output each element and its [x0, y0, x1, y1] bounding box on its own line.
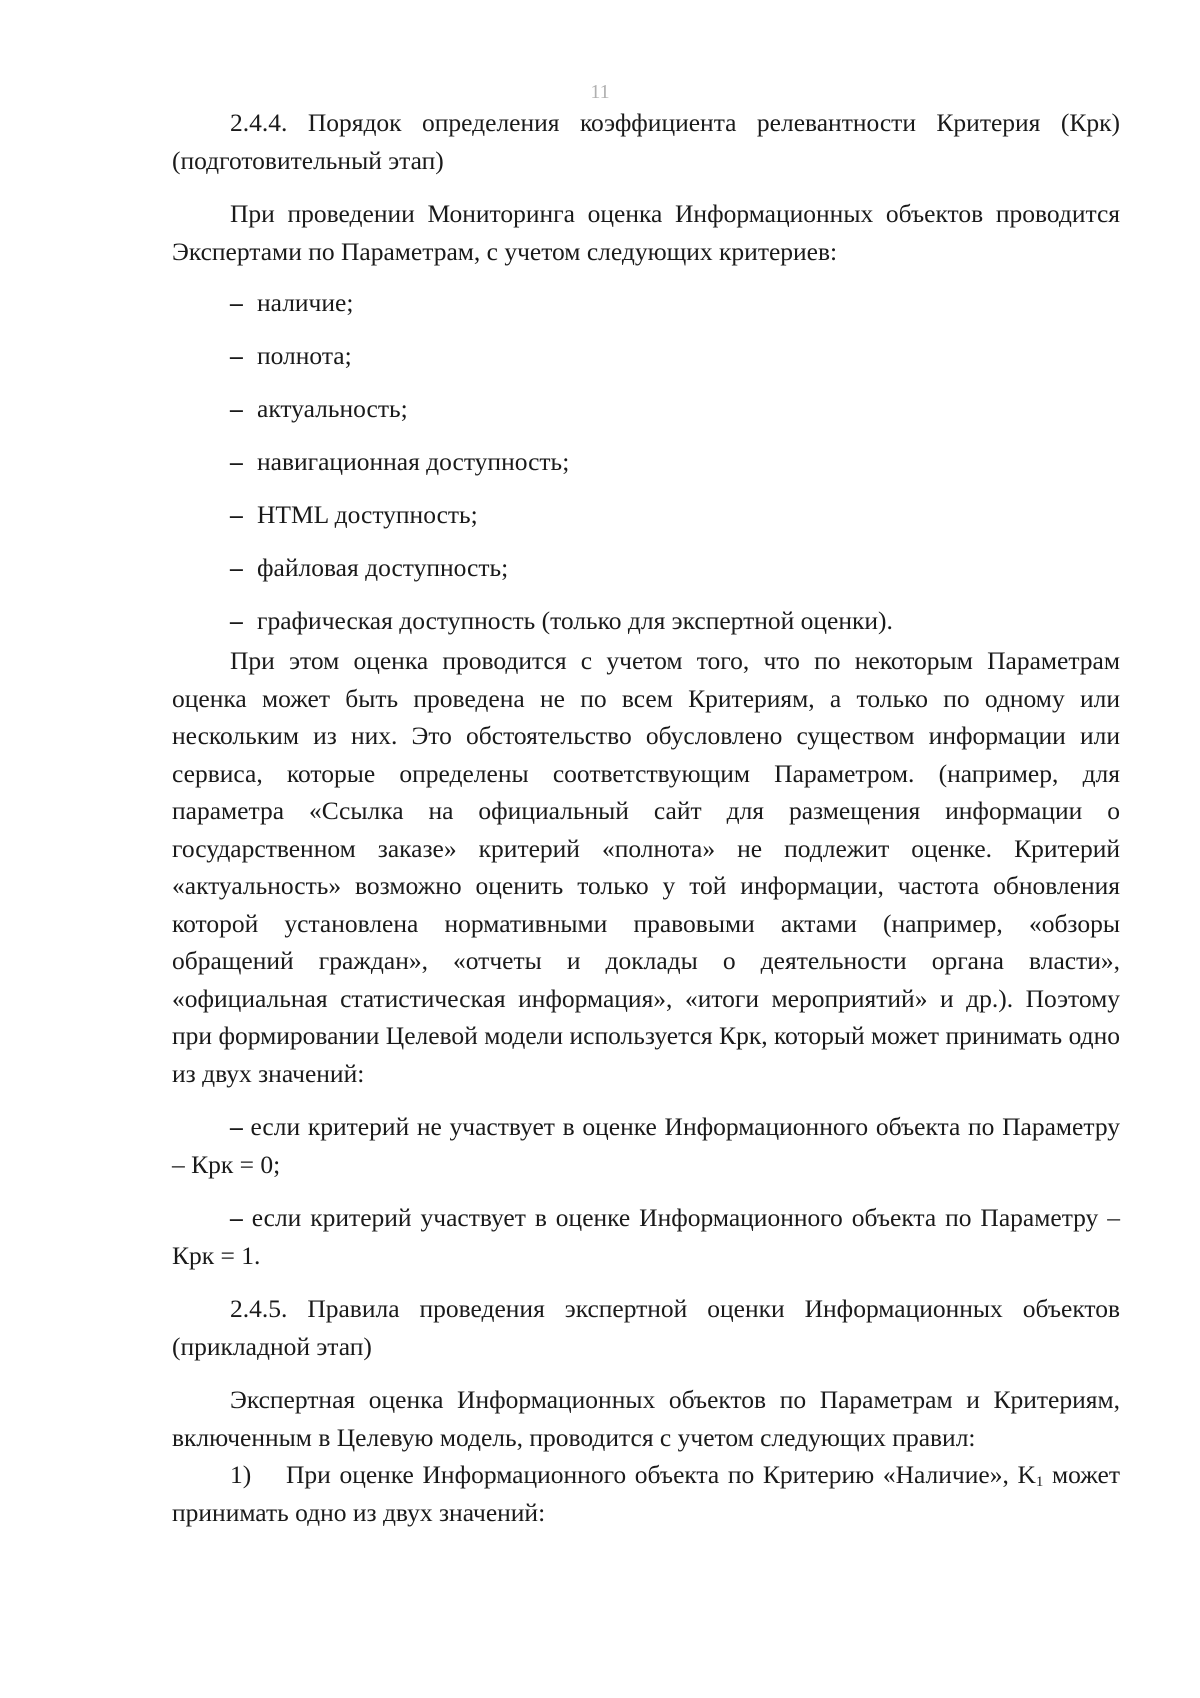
rule-number: 1): [230, 1460, 252, 1489]
dash-marker: –: [230, 606, 243, 635]
dash-marker: –: [230, 394, 243, 423]
rules-intro-paragraph: Экспертная оценка Информационных объектов по Параметрам и Критериям, включенным в Целевую модель, проводится с учетом следующих правил:: [172, 1385, 1120, 1452]
page-number: 11: [590, 81, 610, 103]
value-item: [172, 1108, 1120, 1183]
criteria-list-item: [172, 549, 1120, 602]
section-heading-2-4-5: 2.4.5. Правила проведения экспертной оценки Информационных объектов (прикладной этап): [172, 1294, 1120, 1361]
criteria-item-text: актуальность;: [257, 394, 408, 423]
criteria-list-item: [172, 337, 1120, 390]
dash-marker: –: [230, 341, 243, 370]
dash-marker: –: [230, 500, 243, 529]
criteria-item-text: графическая доступность (только для экспертной оценки).: [257, 606, 893, 635]
criteria-item-text: файловая доступность;: [257, 553, 509, 582]
value-item-text: если критерий не участвует в оценке Информационного объекта по Параметру – Крк = 0;: [172, 1112, 1120, 1179]
rule-subscript: 1: [1035, 1474, 1044, 1490]
criteria-list-item: [172, 443, 1120, 496]
rule-text: При оценке Информационного объекта по Критерию «Наличие», K: [286, 1460, 1036, 1489]
rule-item-1: [172, 1456, 1120, 1531]
value-item-text: если критерий участвует в оценке Информационного объекта по Параметру – Крк = 1.: [172, 1203, 1120, 1270]
criteria-list-item: [172, 390, 1120, 443]
dash-marker: –: [230, 1112, 243, 1141]
value-item: [172, 1199, 1120, 1274]
criteria-item-text: HTML доступность;: [257, 500, 478, 529]
section-intro-paragraph: При проведении Мониторинга оценка Информационных объектов проводится Экспертами по Параметрам, с учетом следующих критериев:: [172, 199, 1120, 266]
criteria-list-item: [172, 284, 1120, 337]
dash-marker: –: [230, 1203, 243, 1232]
criteria-item-text: полнота;: [257, 341, 352, 370]
dash-marker: –: [230, 553, 243, 582]
dash-marker: –: [230, 447, 243, 476]
criteria-list: [172, 284, 1120, 642]
dash-marker: –: [230, 288, 243, 317]
rule-tail-text: может принимать одно из двух значений:: [172, 1460, 1121, 1527]
criteria-list-item: [172, 602, 1120, 642]
explanation-paragraph: При этом оценка проводится с учетом того, что по некоторым Параметрам оценка может быть проведена не по всем Критериям, а только по одному или нескольким из них. Это обстоятельство обусловлено существом информации или сервиса, которые определены соответствующим Параметром. (например, для параметра «Ссылка на официальный сайт для размещения информации о государственном заказе» критерий «полнота» не подлежит оценке. Критерий «актуальность» возможно оценить только у той информации, частота обновления которой установлена нормативными правовыми актами (например, «обзоры обращений граждан», «отчеты и доклады о деятельности органа власти», «официальная статистическая информация», «итоги мероприятий» и др.). Поэтому при формировании Целевой модели используется Крк, который может принимать одно из двух значений:: [172, 646, 1120, 1088]
criteria-item-text: навигационная доступность;: [257, 447, 570, 476]
criteria-item-text: наличие;: [257, 288, 354, 317]
section-heading-2-4-4: 2.4.4. Порядок определения коэффициента релевантности Критерия (Крк) (подготовительный этап): [172, 108, 1120, 175]
document-body: [172, 104, 1120, 1531]
criteria-list-item: [172, 496, 1120, 549]
